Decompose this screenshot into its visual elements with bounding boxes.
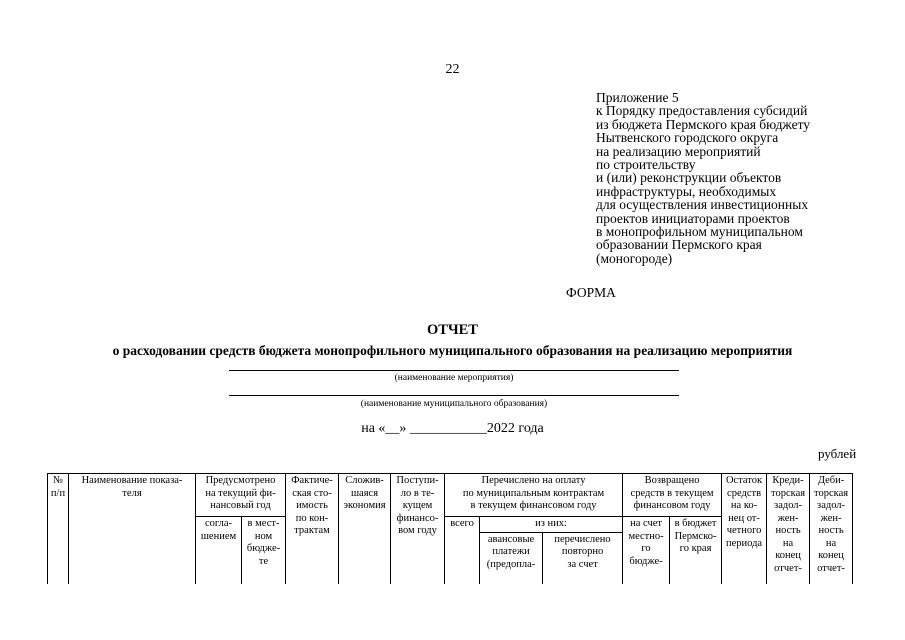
col-header-returned-perm: в бюджет Пермско- го края bbox=[670, 517, 722, 585]
col-header-debtor-debt: Деби- торская задол- жен- ность на конец отчет- bbox=[810, 474, 853, 585]
form-label: ФОРМА bbox=[566, 285, 616, 300]
appendix-line: из бюджета Пермского края бюджету bbox=[596, 116, 811, 132]
report-subtitle: о расходовании средств бюджета монопрофильного муниципального образования на реализацию мероприятия bbox=[112, 343, 793, 358]
col-header-balance: Остаток средств на ко- нец от- четного периода bbox=[722, 474, 767, 585]
appendix-line: на реализацию мероприятий bbox=[596, 143, 761, 159]
report-title: ОТЧЕТ bbox=[427, 322, 478, 338]
col-header-returned-local: на счет местно- го бюдже- bbox=[623, 517, 670, 585]
appendix-line: по строительству bbox=[596, 157, 696, 173]
page-number: 22 bbox=[445, 62, 460, 77]
col-header-planned-local: в мест- ном бюдже- те bbox=[242, 517, 286, 585]
event-name-line bbox=[229, 370, 679, 371]
report-table bbox=[47, 473, 853, 584]
col-header-received: Поступи- ло в те- кущем финансо- вом году bbox=[391, 474, 445, 585]
appendix-line: к Порядку предоставления субсидий bbox=[596, 103, 808, 119]
appendix-block bbox=[596, 91, 896, 265]
col-header-transferred: Перечислено на оплату по муниципальным контрактам в текущем финансовом году bbox=[445, 474, 623, 517]
appendix-line: для осуществления инвестиционных bbox=[596, 197, 809, 213]
col-header-planned: Предусмотрено на текущий фи- нансовый год bbox=[196, 474, 286, 517]
appendix-line: образовании Пермского края bbox=[596, 237, 762, 253]
col-header-planned-agreement: согла- шением bbox=[196, 517, 242, 585]
report-date-line: на «__» ___________2022 года bbox=[361, 421, 544, 436]
appendix-line: Приложение 5 bbox=[596, 90, 679, 105]
currency-label: рублей bbox=[818, 446, 857, 461]
municipality-name-caption: (наименование муниципального образования) bbox=[360, 399, 548, 409]
col-header-actual-cost: Фактиче- ская сто- имость по кон- трактам bbox=[286, 474, 339, 585]
municipality-name-line bbox=[229, 395, 679, 396]
col-header-creditor-debt: Креди- торская задол- жен- ность на конец отчет- bbox=[767, 474, 810, 585]
appendix-line: проектов инициаторами проектов bbox=[596, 210, 790, 226]
col-header-repeat-transfer: перечислено повторно за счет bbox=[543, 532, 623, 584]
col-header-advance-payments: авансовые платежи (предопла- bbox=[480, 532, 543, 584]
col-header-transferred-total: всего bbox=[445, 517, 480, 585]
col-header-no: № п/п bbox=[48, 474, 69, 585]
appendix-line: в монопрофильном муниципальном bbox=[596, 224, 803, 240]
col-header-savings: Сложив- шаяся экономия bbox=[339, 474, 391, 585]
appendix-line: и (или) реконструкции объектов bbox=[596, 170, 782, 186]
event-name-caption: (наименование мероприятия) bbox=[394, 373, 514, 383]
col-header-returned: Возвращено средств в текущем финансовом году bbox=[623, 474, 722, 517]
col-header-transferred-of-them: из них: bbox=[480, 517, 623, 533]
col-header-name: Наименование показа- теля bbox=[69, 474, 196, 585]
appendix-line: (моногороде) bbox=[596, 250, 673, 266]
appendix-line: Нытвенского городского округа bbox=[596, 130, 779, 146]
appendix-line: инфраструктуры, необходимых bbox=[596, 183, 777, 199]
